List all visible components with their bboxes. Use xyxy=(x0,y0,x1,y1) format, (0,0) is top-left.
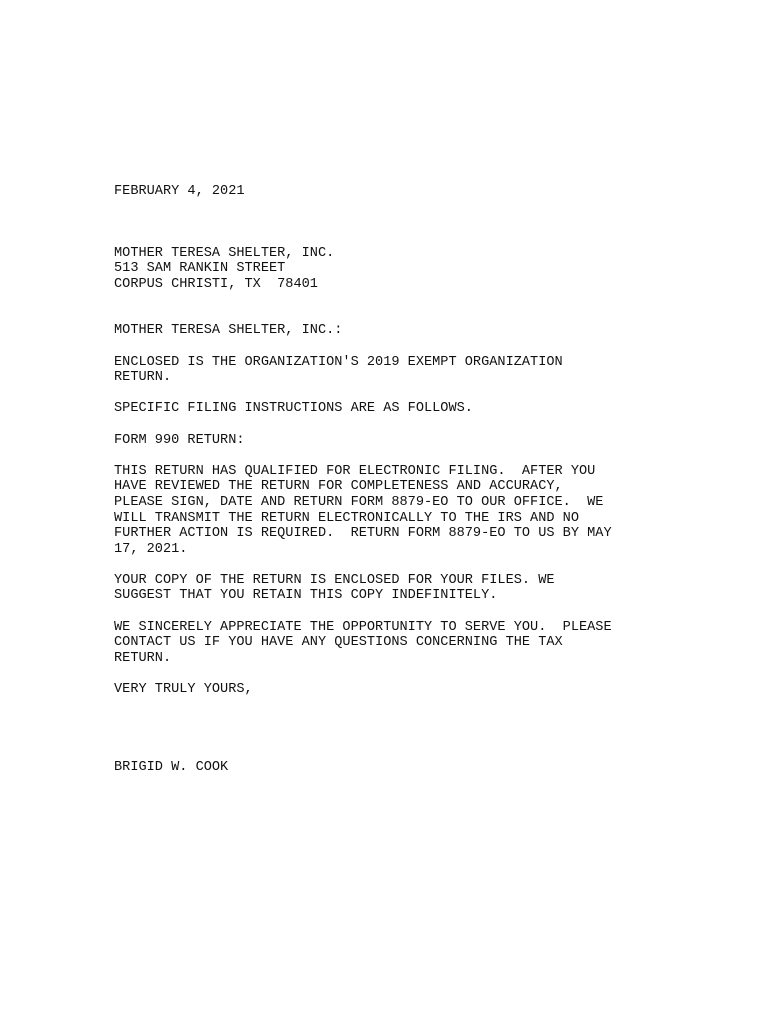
salutation-block xyxy=(114,323,714,339)
paragraph-line: WILL TRANSMIT THE RETURN ELECTRONICALLY TO THE IRS AND NO xyxy=(114,510,579,526)
closing-block xyxy=(114,682,714,698)
paragraph-appreciation xyxy=(114,620,714,667)
address-line-street: 513 SAM RANKIN STREET xyxy=(114,261,286,277)
paragraph-line: RETURN. xyxy=(114,370,172,386)
letter-date-block xyxy=(114,184,714,200)
paragraph-line: RETURN. xyxy=(114,650,172,666)
closing: VERY TRULY YOURS, xyxy=(114,682,253,698)
signer-name: BRIGID W. COOK xyxy=(114,759,229,775)
recipient-address xyxy=(114,246,714,293)
paragraph-line: FORM 990 RETURN: xyxy=(114,432,245,448)
signer-block xyxy=(114,760,714,776)
paragraph-line: YOUR COPY OF THE RETURN IS ENCLOSED FOR YOUR FILES. WE xyxy=(114,572,555,588)
paragraph-instructions xyxy=(114,401,714,417)
paragraph-line: SPECIFIC FILING INSTRUCTIONS ARE AS FOLLOWS. xyxy=(114,401,473,417)
paragraph-line: HAVE REVIEWED THE RETURN FOR COMPLETENESS AND ACCURACY, xyxy=(114,479,563,495)
paragraph-line: CONTACT US IF YOU HAVE ANY QUESTIONS CONCERNING THE TAX xyxy=(114,635,563,651)
paragraph-line: 17, 2021. xyxy=(114,541,188,557)
address-line-city: CORPUS CHRISTI, TX 78401 xyxy=(114,276,318,292)
paragraph-enclosed xyxy=(114,355,714,386)
address-line-name: MOTHER TERESA SHELTER, INC. xyxy=(114,245,335,261)
letter-body xyxy=(114,184,714,775)
paragraph-line: SUGGEST THAT YOU RETAIN THIS COPY INDEFINITELY. xyxy=(114,588,498,604)
letter-date: FEBRUARY 4, 2021 xyxy=(114,184,245,199)
paragraph-line: WE SINCERELY APPRECIATE THE OPPORTUNITY TO SERVE YOU. PLEASE xyxy=(114,619,612,635)
paragraph-line: FURTHER ACTION IS REQUIRED. RETURN FORM 8879-EO TO US BY MAY xyxy=(114,526,612,542)
paragraph-line: THIS RETURN HAS QUALIFIED FOR ELECTRONIC FILING. AFTER YOU xyxy=(114,463,596,479)
paragraph-line: ENCLOSED IS THE ORGANIZATION'S 2019 EXEMPT ORGANIZATION xyxy=(114,354,563,370)
paragraph-form-heading xyxy=(114,433,714,449)
paragraph-line: PLEASE SIGN, DATE AND RETURN FORM 8879-EO TO OUR OFFICE. WE xyxy=(114,494,604,510)
paragraph-your-copy xyxy=(114,573,714,604)
salutation: MOTHER TERESA SHELTER, INC.: xyxy=(114,323,343,339)
paragraph-electronic-filing xyxy=(114,464,714,558)
